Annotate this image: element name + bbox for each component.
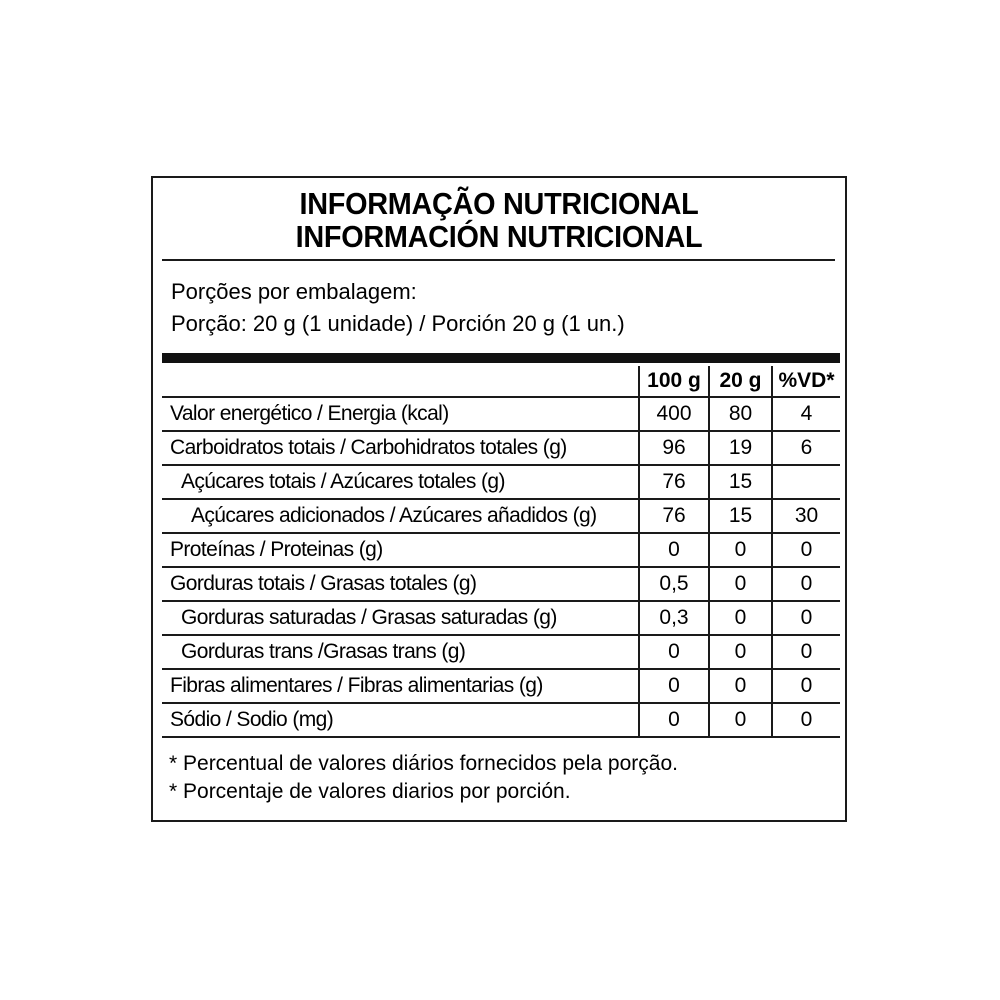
value-100g: 0,3 — [639, 601, 709, 635]
value-daily-percent — [772, 465, 840, 499]
value-100g: 0 — [639, 635, 709, 669]
table-row — [162, 465, 840, 499]
value-portion: 0 — [709, 533, 772, 567]
value-portion: 15 — [709, 499, 772, 533]
table-row — [162, 499, 840, 533]
header-thick-bar — [162, 353, 840, 363]
value-portion: 0 — [709, 601, 772, 635]
value-daily-percent: 0 — [772, 669, 840, 703]
value-100g: 76 — [639, 465, 709, 499]
value-portion: 80 — [709, 397, 772, 431]
value-100g: 0 — [639, 703, 709, 737]
table-row — [162, 567, 840, 601]
table-row — [162, 397, 840, 431]
table-row — [162, 669, 840, 703]
value-portion: 15 — [709, 465, 772, 499]
value-portion: 0 — [709, 703, 772, 737]
nutrient-name: Açúcares adicionados / Azúcares añadidos (g) — [162, 499, 639, 533]
nutrient-name: Sódio / Sodio (mg) — [162, 703, 639, 737]
value-100g: 76 — [639, 499, 709, 533]
value-portion: 0 — [709, 635, 772, 669]
value-100g: 0 — [639, 533, 709, 567]
value-100g: 0,5 — [639, 567, 709, 601]
table-row — [162, 601, 840, 635]
value-daily-percent: 0 — [772, 703, 840, 737]
table-row — [162, 533, 840, 567]
footnote-spanish: * Porcentaje de valores diarios por porción. — [169, 780, 571, 803]
nutrient-name: Gorduras trans /Grasas trans (g) — [162, 635, 639, 669]
nutrient-name: Gorduras totais / Grasas totales (g) — [162, 567, 639, 601]
nutrient-name: Açúcares totais / Azúcares totales (g) — [162, 465, 639, 499]
value-100g: 96 — [639, 431, 709, 465]
nutrient-name: Valor energético / Energia (kcal) — [162, 397, 639, 431]
value-portion: 0 — [709, 669, 772, 703]
header-blank-cell — [162, 366, 639, 397]
column-header-100g: 100 g — [639, 366, 709, 397]
portions-per-package: Porções por embalagem: — [171, 279, 417, 304]
value-daily-percent: 0 — [772, 533, 840, 567]
value-daily-percent: 6 — [772, 431, 840, 465]
table-header-row — [162, 366, 840, 397]
title-spanish: INFORMACIÓN NUTRICIONAL — [295, 219, 703, 254]
nutrition-table — [162, 366, 840, 738]
nutrient-name: Fibras alimentares / Fibras alimentarias (g) — [162, 669, 639, 703]
table-row — [162, 703, 840, 737]
title-divider — [162, 259, 835, 261]
value-portion: 0 — [709, 567, 772, 601]
table-row — [162, 635, 840, 669]
value-100g: 0 — [639, 669, 709, 703]
title-portuguese: INFORMAÇÃO NUTRICIONAL — [299, 186, 699, 221]
nutrient-name: Carboidratos totais / Carbohidratos totales (g) — [162, 431, 639, 465]
value-daily-percent: 0 — [772, 601, 840, 635]
footnotes — [169, 750, 678, 806]
portion-info — [171, 276, 625, 340]
value-daily-percent: 0 — [772, 567, 840, 601]
column-header-daily-value: %VD* — [772, 366, 840, 397]
nutrition-title — [153, 187, 845, 253]
column-header-portion: 20 g — [709, 366, 772, 397]
nutrient-name: Proteínas / Proteinas (g) — [162, 533, 639, 567]
value-portion: 19 — [709, 431, 772, 465]
value-daily-percent: 30 — [772, 499, 840, 533]
nutrient-name: Gorduras saturadas / Grasas saturadas (g) — [162, 601, 639, 635]
value-daily-percent: 0 — [772, 635, 840, 669]
nutrition-facts-panel — [151, 176, 847, 822]
value-100g: 400 — [639, 397, 709, 431]
portion-size: Porção: 20 g (1 unidade) / Porción 20 g (1 un.) — [171, 311, 625, 336]
footnote-portuguese: * Percentual de valores diários fornecidos pela porção. — [169, 752, 678, 775]
value-daily-percent: 4 — [772, 397, 840, 431]
table-row — [162, 431, 840, 465]
